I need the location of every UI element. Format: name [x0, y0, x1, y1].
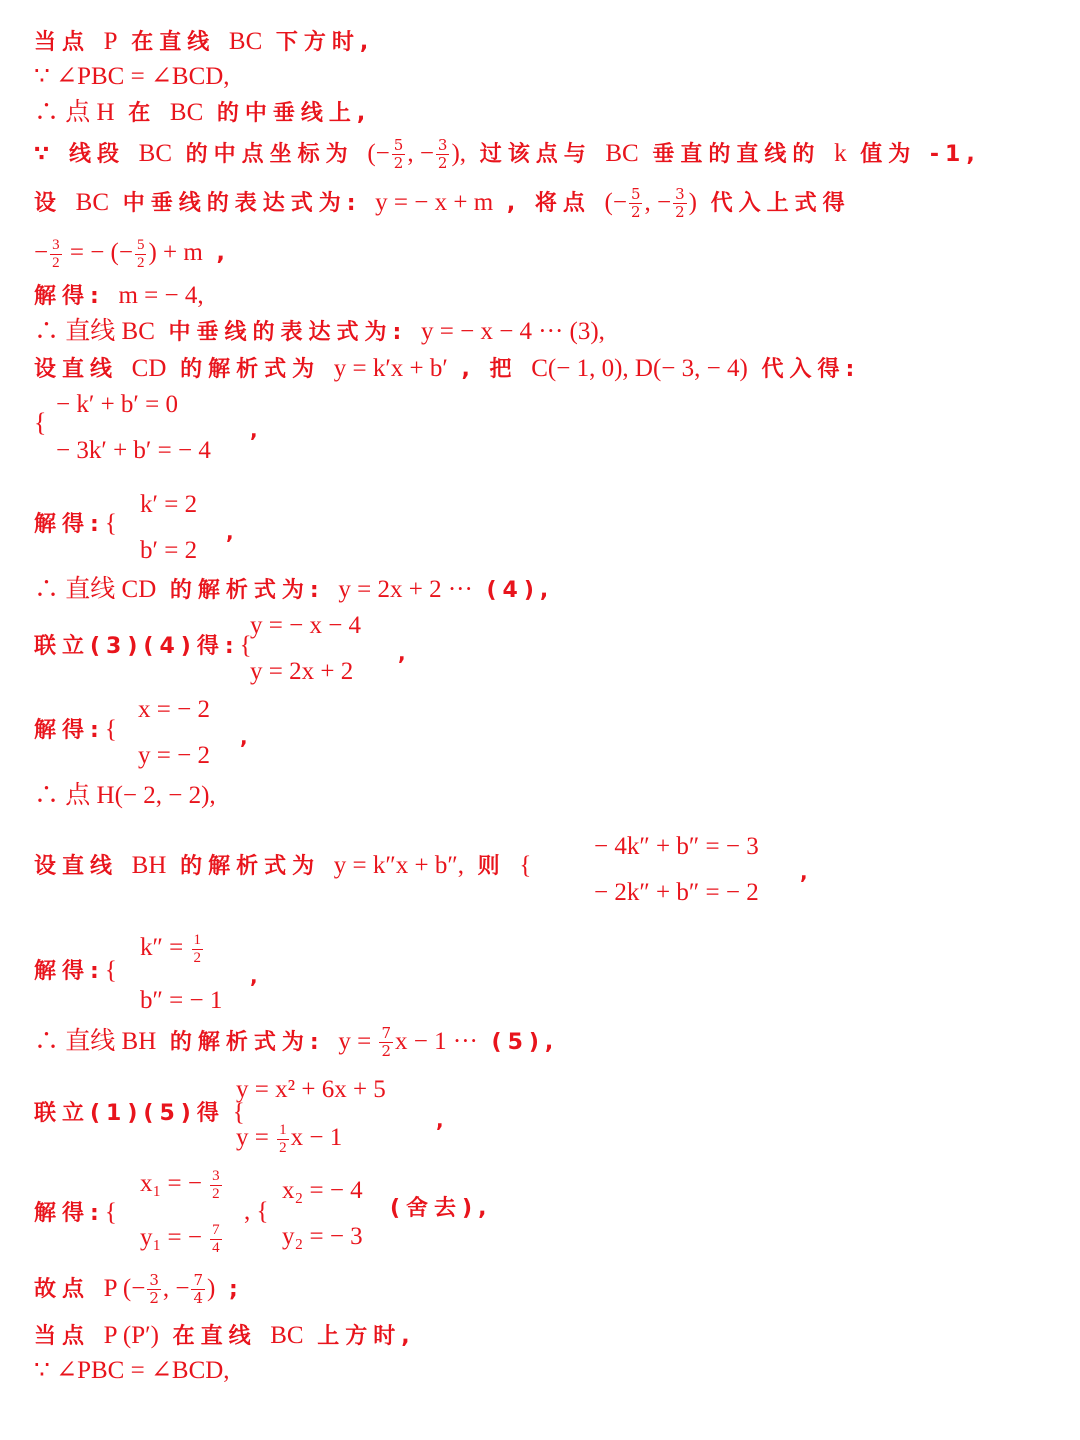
fraction: $\frac{3}{2}$: [675, 185, 685, 221]
text: 设直线: [34, 854, 132, 879]
line-3: [34, 97, 371, 129]
math: y = k′x + b′: [333, 355, 448, 382]
math: BC: [169, 99, 204, 126]
equation-row: − 2k″ + b″ = − 2: [594, 879, 759, 906]
text: 中垂线的表达式为:: [154, 320, 421, 345]
line-20: [34, 1272, 244, 1307]
fraction: $\frac{7}{4}$: [193, 1271, 204, 1307]
math: y = − x − 4 ··· (3),: [421, 318, 605, 345]
comma: ,: [240, 725, 248, 749]
line-4: [34, 137, 981, 172]
fraction: $\frac{7}{2}$: [381, 1024, 392, 1060]
math: y = k″x + b″,: [333, 852, 465, 879]
text: 则: [464, 854, 520, 879]
math: k″ =: [140, 934, 190, 962]
comma: ,: [436, 1108, 444, 1132]
math: H(− 2, − 2),: [96, 782, 216, 809]
text: 联立(3)(4)得:: [34, 634, 240, 659]
math: = − (−: [63, 239, 133, 267]
math: (−: [604, 189, 627, 216]
text: 的解析式为:: [156, 578, 339, 603]
equation-row: [236, 1122, 342, 1157]
math: BC: [75, 189, 110, 216]
text: 中垂线的表达式为:: [109, 191, 376, 216]
line-5: [34, 186, 851, 221]
math: y =: [236, 1124, 276, 1152]
math: BH: [121, 1028, 157, 1055]
text: 在: [114, 101, 170, 126]
math: BC: [138, 140, 172, 167]
text: 故点: [34, 1277, 104, 1302]
math: P (−: [103, 1275, 146, 1302]
line-16: [34, 955, 117, 987]
text: 的解析式为: [166, 854, 334, 879]
comma: ,: [226, 520, 234, 544]
text: 垂直的直线的: [638, 142, 835, 167]
separator: , {: [244, 1198, 269, 1225]
line-2: [34, 62, 230, 92]
math: ): [688, 189, 697, 216]
equation-row: b′ = 2: [140, 537, 198, 564]
text: 代入上式得: [696, 191, 851, 216]
equation-row: y = x² + 6x + 5: [236, 1076, 386, 1103]
math: y = − x + m: [375, 189, 494, 216]
text: , 将点: [493, 191, 605, 216]
brace: {: [104, 1199, 117, 1226]
text: 解得:: [34, 959, 105, 984]
text: 上方时,: [303, 1324, 416, 1349]
equation-row: x = − 2: [138, 696, 210, 723]
math: , −: [644, 189, 672, 216]
line-10: [34, 508, 117, 540]
math: (−: [367, 140, 390, 167]
equation-row: − 3k′ + b′ = − 4: [56, 437, 211, 464]
math: −: [34, 239, 49, 267]
math: CD: [131, 355, 167, 382]
equation-row: [140, 932, 205, 967]
equation-row: [140, 1222, 224, 1257]
text: 的中点坐标为: [172, 142, 368, 167]
equation-row: y = 2x + 2: [250, 658, 354, 685]
line-1: [34, 26, 374, 58]
text: (5),: [477, 1030, 560, 1055]
brace: {: [104, 716, 117, 743]
math: y =: [338, 1028, 378, 1055]
brace: {: [104, 957, 117, 984]
text: 解得:: [34, 1201, 105, 1226]
text: 设直线: [34, 357, 132, 382]
math: x₁ = −: [140, 1170, 209, 1198]
brace: {: [519, 852, 532, 879]
math: ∴ 点: [34, 782, 97, 809]
text: 代入得:: [747, 357, 861, 382]
equation-row: [140, 1168, 224, 1203]
text: ∵ 线段: [34, 142, 139, 167]
text: 值为 -1,: [846, 142, 981, 167]
text: 当点: [34, 1324, 104, 1349]
line-11: [34, 574, 554, 606]
line-8: [34, 316, 605, 348]
fraction: $\frac{5}{2}$: [136, 237, 145, 271]
equation-row: y₂ = − 3: [282, 1223, 363, 1250]
text: 的解析式为: [166, 357, 334, 382]
math: C(− 1, 0), D(− 3, − 4): [531, 355, 748, 382]
line-15: [34, 850, 531, 882]
math: ∵ ∠PBC = ∠BCD,: [34, 1357, 230, 1384]
line-13: [34, 714, 117, 746]
comma: ,: [800, 860, 808, 884]
text: 设: [34, 191, 76, 216]
math: ∵ ∠PBC = ∠BCD,: [34, 63, 230, 90]
line-17: [34, 1025, 559, 1060]
brace: {: [239, 632, 252, 659]
math: ): [207, 1275, 216, 1302]
line-14: [34, 780, 216, 811]
line-22: [34, 1356, 230, 1386]
math: m = − 4,: [118, 282, 204, 309]
brace: {: [34, 408, 47, 437]
fraction: $\frac{1}{2}$: [279, 1122, 287, 1156]
fraction: $\frac{3}{2}$: [149, 1271, 159, 1307]
math: x − 1 ···: [395, 1028, 478, 1055]
math: BH: [131, 852, 167, 879]
text: 的解析式为:: [156, 1030, 339, 1055]
text: , 把: [447, 357, 532, 382]
fraction: $\frac{3}{2}$: [437, 136, 448, 172]
math: P: [103, 28, 118, 55]
text: 联立(1)(5)得: [34, 1101, 225, 1126]
equation-row: y = − 2: [138, 742, 210, 769]
math: BC: [270, 1322, 304, 1349]
text: 当点: [34, 30, 104, 55]
text: 解得:: [34, 512, 105, 537]
math: ∴ 直线: [34, 1028, 122, 1055]
equation-row: b″ = − 1: [140, 987, 223, 1014]
math: ∴ 直线: [34, 576, 122, 603]
fraction: $\frac{5}{2}$: [393, 136, 404, 172]
text: 下方时,: [262, 30, 375, 55]
text: 过该点与: [466, 142, 606, 167]
equation-row: y = − x − 4: [250, 612, 362, 639]
brace: {: [232, 1099, 245, 1126]
line-19: [34, 1197, 117, 1229]
comma: ,: [250, 964, 258, 988]
fraction: $\frac{7}{4}$: [212, 1222, 220, 1256]
text: (4),: [472, 578, 555, 603]
math: P (P′): [103, 1322, 159, 1349]
comma: ,: [398, 641, 406, 665]
line-21: [34, 1320, 416, 1352]
math: y₁ = −: [140, 1224, 209, 1252]
comma: ,: [250, 418, 258, 442]
math: CD: [121, 576, 157, 603]
line-9: [34, 353, 860, 385]
math: k: [834, 140, 847, 167]
math: BC: [228, 28, 263, 55]
text: 在直线: [158, 1324, 271, 1349]
line-7: [34, 280, 204, 312]
line-18: [34, 1097, 245, 1129]
fraction: $\frac{3}{2}$: [52, 237, 60, 271]
text: ;: [215, 1277, 244, 1302]
fraction: $\frac{1}{2}$: [193, 932, 202, 966]
math: , −: [407, 140, 434, 167]
line-6: [34, 237, 231, 272]
text: 在直线: [117, 30, 229, 55]
equation-row: x₂ = − 4: [282, 1177, 363, 1204]
equation-row: k′ = 2: [140, 491, 198, 518]
math: H: [96, 99, 115, 126]
equation-row: − k′ + b′ = 0: [56, 391, 178, 418]
text: 的中垂线上,: [203, 101, 372, 126]
text: ,: [202, 241, 231, 267]
math: x − 1: [290, 1124, 343, 1152]
math: BC: [121, 318, 155, 345]
fraction: $\frac{5}{2}$: [630, 185, 641, 221]
math: ∴ 直线: [34, 318, 122, 345]
text: 解得:: [34, 284, 119, 309]
line-12: [34, 630, 252, 662]
math: y = 2x + 2 ···: [338, 576, 473, 603]
math: ∴ 点: [34, 99, 97, 126]
math: ) + m: [148, 239, 203, 267]
equation-row: − 4k″ + b″ = − 3: [594, 833, 759, 860]
fraction: $\frac{3}{2}$: [212, 1168, 220, 1202]
discard-note: (舍去),: [390, 1196, 493, 1221]
brace: {: [104, 510, 117, 537]
math: , −: [162, 1275, 190, 1302]
text: 解得:: [34, 718, 105, 743]
math: ),: [451, 140, 467, 167]
math: BC: [605, 140, 639, 167]
